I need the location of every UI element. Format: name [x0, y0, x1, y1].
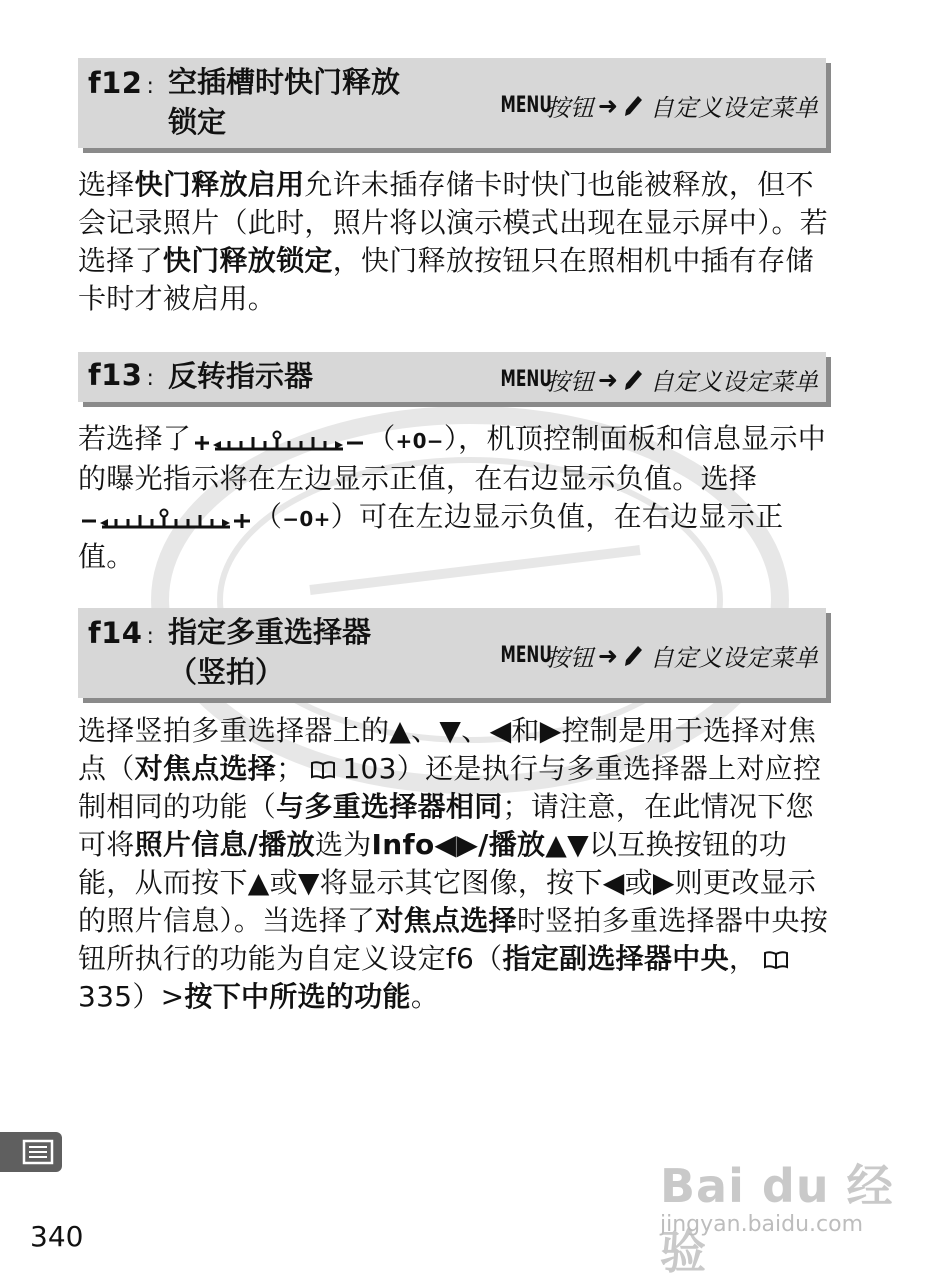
menu-button-label: MENU: [500, 367, 552, 392]
indicator-text-minus-zero-plus: −0+: [282, 507, 331, 531]
arrow-icon: ➜: [597, 641, 618, 670]
chapter-tab: [0, 1132, 62, 1172]
indicator-text-plus-zero-minus: +0−: [395, 429, 444, 453]
menu-button-label: MENU: [500, 643, 552, 668]
section-header-f14: [78, 608, 826, 698]
logo-url-text: jingyan.baidu.com: [660, 1212, 864, 1237]
page-ref-103: 103: [342, 752, 397, 785]
exposure-indicator-plus-left-icon: [193, 427, 365, 453]
logo-main-text: Bai du 经验: [660, 1159, 894, 1279]
setting-title: 反转指示器: [168, 359, 314, 393]
setting-title: 指定多重选择器 （竖拍）: [168, 615, 372, 689]
menu-path: MENU 按钮 ➜ 自定义设定菜单: [500, 91, 818, 122]
page-ref-335: 335: [78, 980, 133, 1013]
menu-path: MENU 按钮 ➜ 自定义设定菜单: [500, 365, 818, 396]
section-header-f12: [78, 58, 826, 148]
exposure-indicator-minus-left-icon: [80, 505, 252, 531]
setting-code: f12 :: [88, 66, 155, 100]
arrow-icon: ➜: [597, 365, 618, 394]
menu-list-icon: [0, 1132, 62, 1172]
menu-path: MENU 按钮 ➜ 自定义设定菜单: [500, 641, 818, 672]
setting-title: 空插槽时快门释放 锁定: [168, 65, 401, 139]
pencil-icon: [622, 94, 644, 118]
f12-description: 选择快门释放启用允许未插存储卡时快门也能被释放，但不会记录照片（此时，照片将以演示模式出现在显示屏中）。若选择了快门释放锁定，快门释放按钮只在照相机中插有存储卡时才被启用。: [78, 168, 829, 315]
arrow-icon: ➜: [597, 91, 618, 120]
pencil-icon: [622, 644, 644, 668]
baidu-jingyan-logo: [660, 1140, 910, 1279]
page-number: 340: [30, 1220, 84, 1253]
setting-code: f14 :: [88, 616, 155, 650]
setting-code: f13 :: [88, 358, 155, 392]
f13-description: 若选择了 （+0−），机顶控制面板和信息显示中的曝光指示将在左边显示正值，在右边显示负值。选择（−0+）可在左边显示负值，在右边显示正值。: [78, 422, 827, 573]
menu-button-label: MENU: [500, 93, 552, 118]
pencil-icon: [622, 368, 644, 392]
book-reference-icon: [763, 950, 789, 970]
section-header-f13: [78, 352, 826, 402]
book-reference-icon: [310, 760, 336, 780]
f14-description: 选择竖拍多重选择器上的▲、▼、◀和▶控制是用于选择对焦点（对焦点选择； 103）还是执行与多重选择器上对应控制相同的功能（与多重选择器相同；请注意，在此情况下您可将照片信息/播放选为Info◀▶/播放▲▼以互换按钮的功能，从而按下▲或▼将显示其它图像，按下◀或▶则更改显示的照片信息）。当选择了对焦点选择时竖拍多重选择器中央按钮所执行的功能为自定义设定f6（指定副选择器中央，335）>按下中所选的功能。: [78, 714, 829, 1013]
